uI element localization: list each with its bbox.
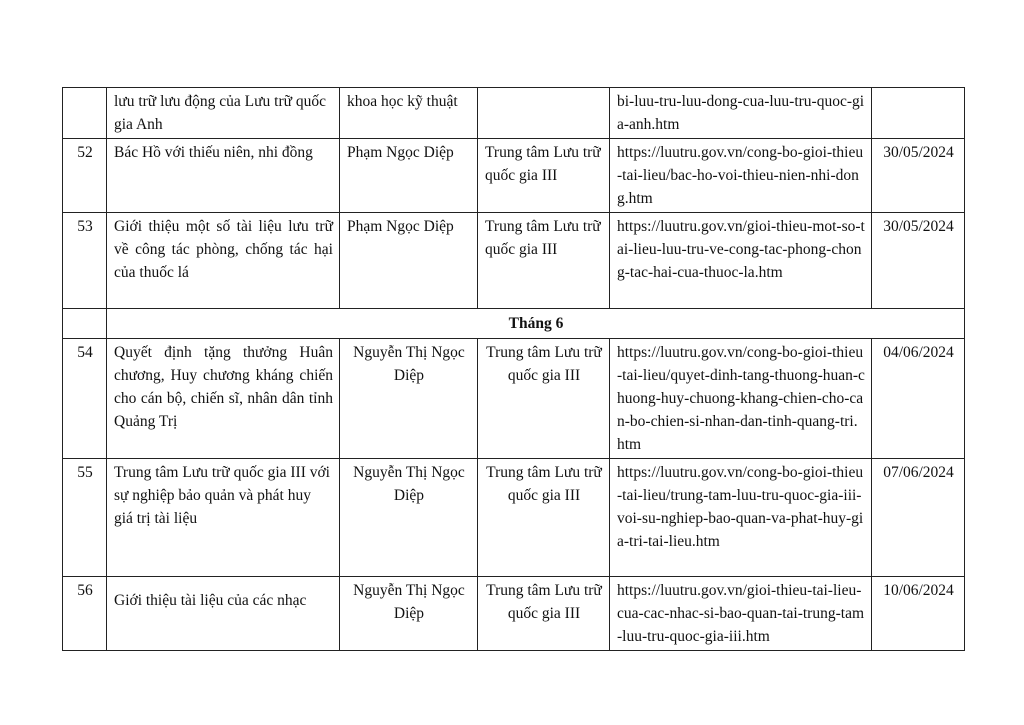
row-number: 54 (63, 339, 107, 459)
row-number: 56 (63, 577, 107, 651)
author: Phạm Ngọc Diệp (340, 213, 478, 309)
table-row (63, 459, 965, 577)
table-row (63, 577, 965, 651)
table-row (63, 139, 965, 213)
table-row (63, 213, 965, 309)
unit: Trung tâm Lưu trữ quốc gia III (478, 139, 610, 213)
publish-date: 07/06/2024 (872, 459, 965, 577)
row-number: 55 (63, 459, 107, 577)
unit: Trung tâm Lưu trữ quốc gia III (478, 339, 610, 459)
author: Nguyễn Thị Ngọc Diệp (340, 339, 478, 459)
unit: Trung tâm Lưu trữ quốc gia III (478, 459, 610, 577)
author: Nguyễn Thị Ngọc Diệp (340, 577, 478, 651)
url-link[interactable]: https://luutru.gov.vn/cong-bo-gioi-thieu-tai-lieu/quyet-dinh-tang-thuong-huan-chuong-huy-chuong-khang-chien-cho-can-bo-chien-si-nhan-dan-tinh-quang-tri.htm (610, 339, 872, 459)
publish-date: 30/05/2024 (872, 139, 965, 213)
author: Phạm Ngọc Diệp (340, 139, 478, 213)
document-title: lưu trữ lưu động của Lưu trữ quốc gia Anh (107, 88, 340, 139)
unit: Trung tâm Lưu trữ quốc gia III (478, 213, 610, 309)
table-row (63, 339, 965, 459)
publication-table (62, 87, 965, 651)
publish-date (872, 88, 965, 139)
document-title: Quyết định tặng thưởng Huân chương, Huy chương kháng chiến cho cán bộ, chiến sĩ, nhân dân tỉnh Quảng Trị (107, 339, 340, 459)
document-title: Bác Hồ với thiếu niên, nhi đồng (107, 139, 340, 213)
unit (478, 88, 610, 139)
document-title: Giới thiệu một số tài liệu lưu trữ về công tác phòng, chống tác hại của thuốc lá (107, 213, 340, 309)
table-row (63, 88, 965, 139)
row-number: 53 (63, 213, 107, 309)
document-title: Giới thiệu tài liệu của các nhạc (107, 577, 340, 651)
url-link[interactable]: https://luutru.gov.vn/cong-bo-gioi-thieu-tai-lieu/trung-tam-luu-tru-quoc-gia-iii-voi-su-nghiep-bao-quan-va-phat-huy-gia-tri-tai-lieu.htm (610, 459, 872, 577)
url-link[interactable]: https://luutru.gov.vn/gioi-thieu-tai-lieu-cua-cac-nhac-si-bao-quan-tai-trung-tam-luu-tru-quoc-gia-iii.htm (610, 577, 872, 651)
url-link[interactable]: bi-luu-tru-luu-dong-cua-luu-tru-quoc-gia-anh.htm (610, 88, 872, 139)
publish-date: 10/06/2024 (872, 577, 965, 651)
document-title: Trung tâm Lưu trữ quốc gia III với sự nghiệp bảo quản và phát huy giá trị tài liệu (107, 459, 340, 577)
month-header-row (63, 309, 965, 339)
publish-date: 04/06/2024 (872, 339, 965, 459)
month-number-cell (63, 309, 107, 339)
publish-date: 30/05/2024 (872, 213, 965, 309)
author: Nguyễn Thị Ngọc Diệp (340, 459, 478, 577)
url-link[interactable]: https://luutru.gov.vn/cong-bo-gioi-thieu-tai-lieu/bac-ho-voi-thieu-nien-nhi-dong.htm (610, 139, 872, 213)
unit: Trung tâm Lưu trữ quốc gia III (478, 577, 610, 651)
month-label: Tháng 6 (107, 309, 965, 339)
url-link[interactable]: https://luutru.gov.vn/gioi-thieu-mot-so-tai-lieu-luu-tru-ve-cong-tac-phong-chong-tac-hai-cua-thuoc-la.htm (610, 213, 872, 309)
row-number (63, 88, 107, 139)
author: khoa học kỹ thuật (340, 88, 478, 139)
row-number: 52 (63, 139, 107, 213)
